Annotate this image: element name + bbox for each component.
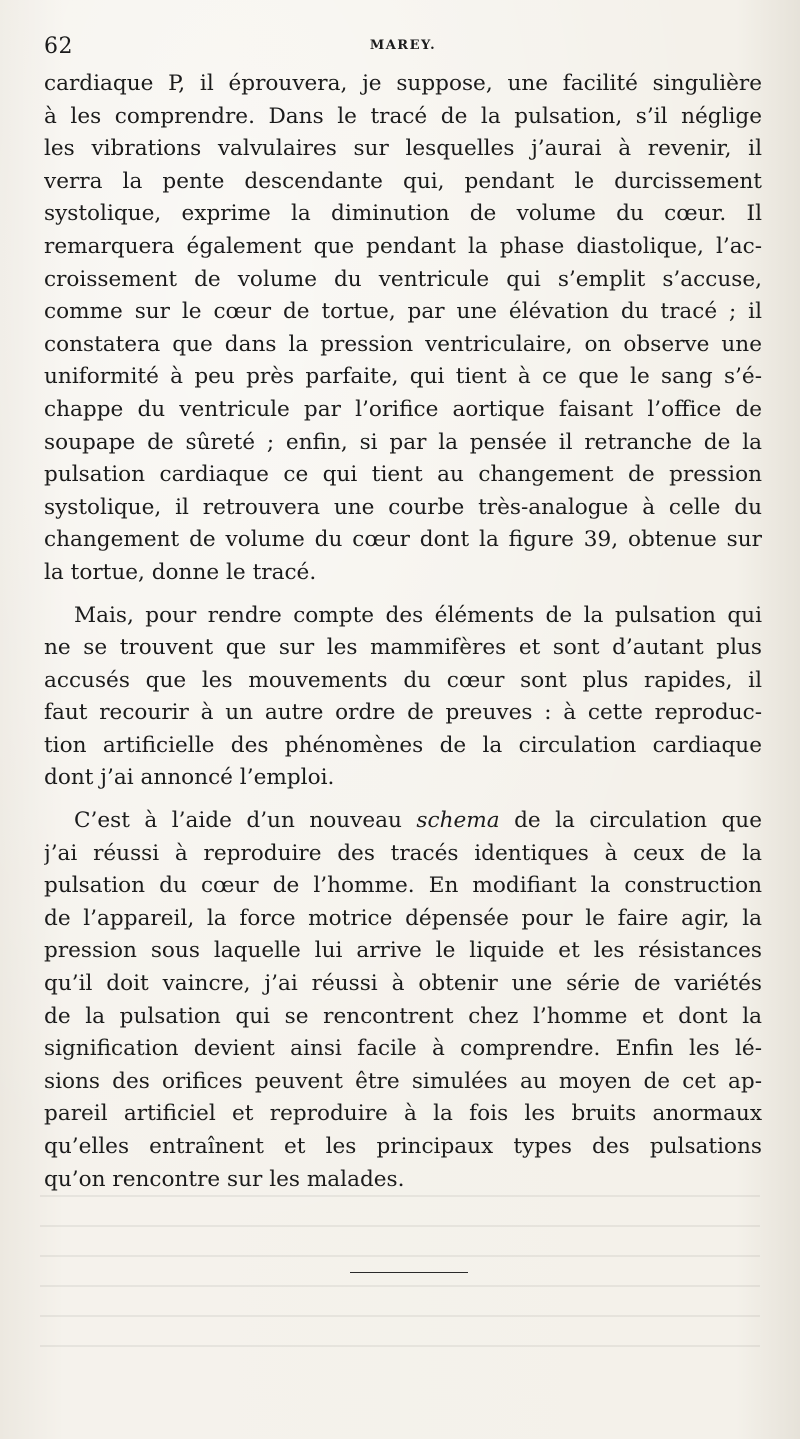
text-run: de la circulation que	[499, 808, 762, 834]
page-header	[44, 34, 762, 58]
text-line: de la pulsation qui se rencontrent chez l’homme et dont la	[44, 1003, 762, 1029]
page-number: 62	[44, 34, 73, 59]
paragraph-2	[44, 600, 762, 796]
text-line: uniformité à peu près parfaite, qui tient à ce que le sang s’é-	[44, 364, 762, 390]
text-line: de l’appareil, la force motrice dépensée pour le faire agir, la	[44, 905, 762, 931]
text-line: signification devient ainsi facile à comprendre. Enfin les lé-	[44, 1036, 762, 1062]
text-line: à les comprendre. Dans le tracé de la pulsation, s’il néglige	[44, 103, 762, 129]
text-line: qu’il doit vaincre, j’ai réussi à obtenir une série de variétés	[44, 971, 762, 997]
text-line: remarquera également que pendant la phase diastolique, l’ac-	[44, 233, 762, 259]
text-line: comme sur le cœur de tortue, par une élévation du tracé ; il	[44, 299, 762, 325]
text-line: constatera que dans la pression ventriculaire, on observe une	[44, 331, 762, 357]
text-line: qu’elles entraînent et les principaux types des pulsations	[44, 1134, 762, 1159]
text-line: pareil artificiel et reproduire à la fois les bruits anormaux	[44, 1101, 762, 1127]
text-line: changement de volume du cœur dont la figure 39, obtenue sur	[44, 527, 762, 553]
running-head: MAREY.	[369, 38, 437, 53]
text-line: chappe du ventricule par l’orifice aortique faisant l’office de	[44, 396, 762, 422]
text-line: verra la pente descendante qui, pendant le durcissement	[44, 168, 762, 194]
text-line: les vibrations valvulaires sur lesquelles j’aurai à revenir, il	[44, 136, 762, 162]
body-text	[44, 68, 762, 1196]
text-line: cardiaque P, il éprouvera, je suppose, une facilité singulière	[44, 71, 762, 96]
paragraph-3	[44, 805, 762, 1196]
text-line: sions des orifices peuvent être simulées au moyen de cet ap-	[44, 1068, 762, 1094]
section-divider-rule	[350, 1272, 468, 1273]
text-line: dont j’ai annoncé l’emploi.	[44, 765, 335, 791]
text-line: ne se trouvent que sur les mammifères et sont d’autant plus	[44, 635, 762, 661]
text-line: qu’on rencontre sur les malades.	[44, 1166, 405, 1192]
text-line: j’ai réussi à reproduire des tracés identiques à ceux de la	[44, 840, 762, 866]
text-line: faut recourir à un autre ordre de preuves : à cette reproduc-	[44, 700, 762, 726]
text-line: pulsation du cœur de l’homme. En modifiant la construction	[44, 873, 762, 899]
text-line	[44, 805, 762, 838]
text-line: pulsation cardiaque ce qui tient au changement de pression	[44, 462, 762, 488]
text-line: la tortue, donne le tracé.	[44, 559, 317, 585]
text-line: systolique, exprime la diminution de volume du cœur. Il	[44, 201, 762, 227]
text-line: soupape de sûreté ; enfin, si par la pensée il retranche de la	[44, 429, 762, 455]
text-line: tion artificielle des phénomènes de la circulation cardiaque	[44, 732, 762, 758]
show-through-texture	[40, 1195, 760, 1355]
text-line: systolique, il retrouvera une courbe très-analogue à celle du	[44, 494, 762, 520]
text-run: C’est à l’aide d’un nouveau	[74, 808, 417, 834]
text-line: croissement de volume du ventricule qui s’emplit s’accuse,	[44, 266, 762, 292]
text-line: pression sous laquelle lui arrive le liquide et les résistances	[44, 938, 762, 964]
text-line: accusés que les mouvements du cœur sont plus rapides, il	[44, 667, 762, 693]
text-line: Mais, pour rendre compte des éléments de la pulsation qui	[74, 602, 762, 628]
italic-term: schema	[416, 808, 500, 834]
paragraph-1	[44, 68, 762, 590]
